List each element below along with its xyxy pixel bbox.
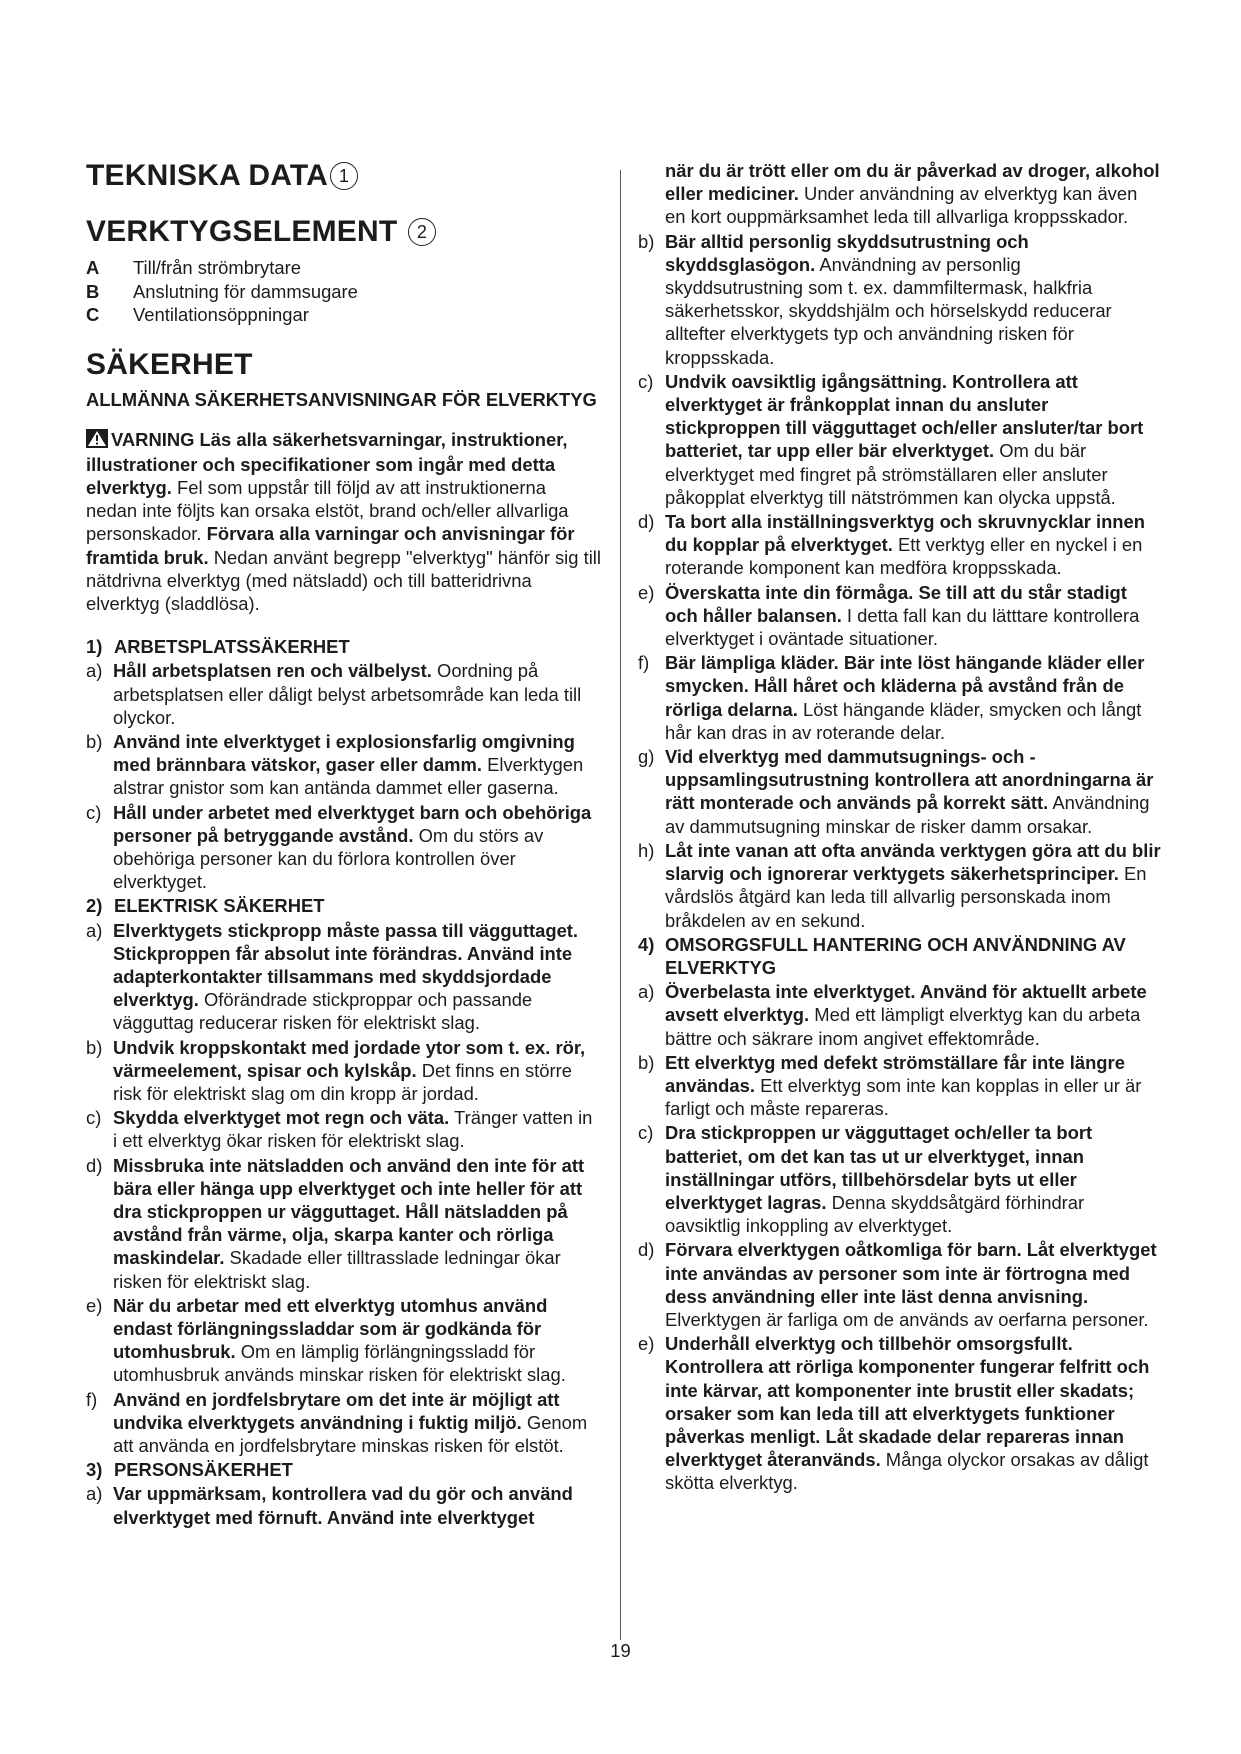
list-item — [638, 980, 1161, 1050]
list-item-continued — [638, 159, 1161, 229]
part-item — [86, 256, 601, 280]
item-bold: Underhåll elverktyg och tillbehör omsorgsfullt. Kontrollera att rörliga komponenter fungerar felfritt och inte kärvar, att komponenter inte brustit eller skadats; orsaker som kan leda till att elverktygets funktioner påverkas menligt. Låt skadade delar repareras innan elverktyget återanvänds. — [665, 1333, 1150, 1471]
item-text: Elverktygen alstrar gnistor som kan antända dammet eller gaserna. — [113, 754, 584, 799]
list-item — [86, 1036, 601, 1106]
item-letter: b) — [86, 1036, 103, 1058]
item-text: Oordning på arbetsplatsen eller dåligt belyst arbetsområde kan leda till olyckor. — [113, 660, 582, 728]
item-letter: b) — [638, 230, 655, 252]
part-label: Till/från strömbrytare — [133, 257, 301, 278]
item-bold: Undvik kroppskontakt med jordade ytor som t. ex. rör, värmeelement, spisar och kylskåp. — [113, 1036, 586, 1081]
warning-bold-text: VARNING Läs alla säkerhetsvarningar, instruktioner, illustrationer och specifikationer som ingår med detta elverktyg. — [86, 428, 568, 498]
item-text: Löst hängande kläder, smycken och långt hår kan dras in av roterande delar. — [665, 698, 1142, 743]
list-item — [86, 801, 601, 894]
right-column — [638, 158, 1161, 1496]
warning-paragraph — [86, 428, 601, 616]
section-title: ARBETSPLATSSÄKERHET — [114, 636, 350, 658]
item-letter: e) — [638, 581, 655, 603]
section-number: 4) — [638, 933, 655, 955]
item-bold: Bär alltid personlig skyddsutrustning och skyddsglasögon. — [665, 230, 1029, 275]
item-bold: Håll arbetsplatsen ren och välbelyst. — [113, 660, 432, 682]
item-letter: a) — [638, 981, 655, 1003]
left-column — [86, 158, 601, 1530]
item-letter: c) — [638, 1122, 654, 1144]
list-item — [86, 1154, 601, 1293]
list-item — [638, 230, 1161, 369]
item-letter: b) — [638, 1051, 655, 1073]
warning-text: Nedan använt begrepp "elverktyg" hänför sig till nätdrivna elverktyg (med nätsladd) och till batteridrivna elverktyg (sladdlösa). — [86, 546, 601, 614]
item-bold: Håll under arbetet med elverktyget barn och obehöriga personer på betryggande avstånd. — [113, 801, 592, 846]
item-bold: Dra stickproppen ur vägguttaget och/eller ta bort batteriet, om det kan tas ut ur elverktyget, innan inställningar utförs, tillbehörsdelar byts ut eller elverktyget lagras. — [665, 1122, 1093, 1213]
tech-data-heading — [86, 158, 601, 194]
item-text: Om du bär elverktyget med fingret på strömställaren eller ansluter påkopplat elverktyg till nätströmmen kan olycka uppstå. — [665, 440, 1116, 508]
item-text: Det finns en större risk för elektriskt slag om din kropp är jordad. — [113, 1059, 572, 1104]
page-number: 19 — [610, 1640, 631, 1661]
item-letter: d) — [86, 1154, 103, 1176]
item-text: Tränger vatten in i ett elverktyg ökar risken för elektriskt slag. — [113, 1107, 593, 1152]
item-bold: Överskatta inte din förmåga. Se till att du står stadigt och håller balansen. — [665, 581, 1127, 626]
item-text: Skadade eller tilltrasslade ledningar ökar risken för elektriskt slag. — [113, 1247, 561, 1292]
column-divider — [620, 170, 621, 1640]
item-letter: a) — [86, 660, 103, 682]
item-bold: Elverktygets stickpropp måste passa till vägguttaget. Stickproppen får absolut inte förändras. Använd inte adapterkontakter tillsammans med skyddsjordade elverktyg. — [113, 919, 579, 1011]
item-text: I detta fall kan du lätttare kontrollera elverktyget i oväntade situationer. — [665, 604, 1140, 650]
item-bold: Var uppmärksam, kontrollera vad du gör och använd elverktyget med förnuft. Använd inte elverktyget — [113, 1483, 573, 1528]
part-label: Anslutning för dammsugare — [133, 280, 358, 302]
tool-elements-heading — [86, 214, 601, 250]
item-bold: när du är trött eller om du är påverkad av droger, alkohol eller mediciner. — [665, 160, 1160, 205]
item-bold: Använd en jordfelsbrytare om det inte är möjligt att undvika elverktygets användning i fuktig miljö. — [113, 1388, 560, 1433]
list-item — [86, 1388, 601, 1458]
section-heading — [86, 1458, 601, 1481]
item-letter: c) — [86, 801, 102, 823]
safety-heading: SÄKERHET — [86, 347, 253, 381]
list-item — [638, 839, 1161, 932]
list-item — [638, 1121, 1161, 1237]
item-text: Många olyckor orsakas av dåligt skötta elverktyg. — [665, 1449, 1149, 1494]
item-letter: g) — [638, 746, 655, 768]
tech-data-title: TEKNISKA DATA — [86, 159, 329, 192]
warning-triangle-icon — [86, 429, 108, 453]
list-item — [638, 370, 1161, 509]
item-letter: b) — [86, 730, 103, 752]
list-item — [638, 745, 1161, 838]
section-title: PERSONSÄKERHET — [114, 1459, 293, 1481]
list-item — [86, 730, 601, 800]
item-text: Ett elverktyg som inte kan kopplas in eller ur är farligt och måste repareras. — [665, 1074, 1142, 1120]
list-item — [638, 581, 1161, 651]
item-letter: c) — [638, 370, 654, 392]
tool-elements-title: VERKTYGSELEMENT — [86, 215, 398, 248]
item-letter: e) — [86, 1294, 103, 1316]
section-number: 1) — [86, 636, 103, 658]
item-letter: a) — [86, 919, 103, 941]
warning-text: Fel som uppstår till följd av att instruktionerna nedan inte följts kan orsaka elstöt, brand och/eller allvarliga personskador. — [86, 476, 569, 545]
list-item — [638, 510, 1161, 580]
item-text: Användning av personlig skyddsutrustning som t. ex. dammfiltermask, halkfria säkerhetsskor, skyddshjälm och hörselskydd reducerar alltefter elverktygets typ och användning risken för kroppsskada. — [665, 253, 1112, 368]
item-bold: Missbruka inte nätsladden och använd den inte för att bära eller hänga upp elverktyget och inte heller för att dra stickproppen ur vägguttaget. Håll nätsladden på avstånd från värme, olja, skarpa kanter och rörliga maskindelar. — [113, 1154, 585, 1269]
item-text: Ett verktyg eller en nyckel i en roterande komponent kan medföra kroppsskada. — [665, 534, 1143, 579]
item-bold: Överbelasta inte elverktyget. Använd för aktuellt arbete avsett elverktyg. — [665, 981, 1147, 1026]
list-item — [638, 1051, 1161, 1121]
part-key: A — [86, 257, 100, 278]
section-heading — [86, 635, 601, 658]
item-bold: Vid elverktyg med dammutsugnings- och -uppsamlingsutrustning kontrollera att anordningarna är rätt monterade och används på korrekt sätt. — [665, 746, 1154, 814]
item-letter: d) — [638, 511, 655, 533]
list-item — [638, 1332, 1161, 1494]
item-bold: Använd inte elverktyget i explosionsfarlig omgivning med brännbara vätskor, gaser eller damm. — [113, 730, 575, 776]
part-label: Ventilationsöppningar — [133, 304, 309, 325]
item-letter: f) — [638, 652, 650, 674]
item-letter: c) — [86, 1107, 102, 1129]
item-text: Oförändrade stickproppar och passande vägguttag reducerar risken för elektriskt slag. — [113, 989, 533, 1034]
item-text: Med ett lämpligt elverktyg kan du arbeta bättre och säkrare inom angivet effektområde. — [665, 1004, 1141, 1049]
item-letter: h) — [638, 839, 655, 861]
section-heading — [638, 933, 1161, 979]
item-text: Om du störs av obehöriga personer kan du förlora kontrollen över elverktyget. — [113, 824, 544, 893]
item-bold: Förvara elverktygen oåtkomliga för barn. Låt elverktyget inte användas av personer som inte är förtrogna med dess användning eller inte läst denna anvisning. — [665, 1239, 1157, 1307]
list-item — [86, 1294, 601, 1387]
item-letter: f) — [86, 1388, 98, 1410]
part-key: C — [86, 304, 100, 325]
section-title: OMSORGSFULL HANTERING OCH ANVÄNDNING AV ELVERKTYG — [665, 933, 1126, 978]
item-text: Genom att använda en jordfelsbrytare minskas risken för elstöt. — [113, 1411, 588, 1457]
item-bold: Undvik oavsiktlig igångsättning. Kontrollera att elverktyget är frånkopplat innan du ansluter stickproppen till vägguttaget och/eller ansluter/tar bort batteriet, tar upp eller bär elverktyget. — [665, 370, 1144, 462]
section-number: 3) — [86, 1459, 103, 1481]
item-bold: När du arbetar med ett elverktyg utomhus använd endast förlängningssladdar som är godkända för utomhusbruk. — [113, 1294, 548, 1363]
warning-bold-text: Förvara alla varningar och anvisningar för framtida bruk. — [86, 523, 575, 568]
parts-list — [86, 256, 601, 327]
item-letter: a) — [86, 1483, 103, 1505]
item-letter: d) — [638, 1239, 655, 1261]
item-text: En vårdslös åtgärd kan leda till allvarlig personskada inom bråkdelen av en sekund. — [665, 863, 1147, 931]
section-title: ELEKTRISK SÄKERHET — [114, 895, 325, 917]
part-key: B — [86, 280, 100, 302]
list-item — [86, 1106, 601, 1152]
item-bold: Skydda elverktyget mot regn och väta. — [113, 1107, 450, 1129]
item-bold: Ta bort alla inställningsverktyg och skruvnycklar innen du kopplar på elverktyget. — [665, 511, 1146, 556]
list-item — [638, 651, 1161, 744]
item-bold: Ett elverktyg med defekt strömställare får inte längre användas. — [665, 1051, 1125, 1096]
item-text: Elverktygen är farliga om de används av oerfarna personer. — [665, 1308, 1149, 1330]
general-safety-subheading: ALLMÄNNA SÄKERHETSANVISNINGAR FÖR ELVERKTYG — [86, 388, 597, 410]
part-item — [86, 280, 601, 304]
item-text: Om en lämplig förlängningssladd för utomhusbruk används minskar risken för elektriskt slag. — [113, 1341, 566, 1386]
item-bold: Bär lämpliga kläder. Bär inte löst hängande kläder eller smycken. Håll håret och kläderna på avstånd från de rörliga delarna. — [665, 652, 1145, 720]
item-letter: e) — [638, 1333, 655, 1355]
figure-ref-2: 2 — [408, 218, 436, 246]
list-item — [638, 1238, 1161, 1331]
figure-ref-1: 1 — [330, 162, 358, 190]
section-heading — [86, 894, 601, 917]
list-item — [86, 1482, 601, 1528]
section-number: 2) — [86, 895, 103, 917]
item-text: Användning av dammutsugning minskar de risker damm orsakar. — [665, 792, 1150, 837]
list-item — [86, 659, 601, 729]
item-text: Denna skyddsåtgärd förhindrar oavsiktlig inkoppling av elverktyget. — [665, 1191, 1085, 1237]
list-item — [86, 919, 601, 1035]
item-text: Under användning av elverktyg kan även en kort ouppmärksamhet leda till allvarliga kroppsskador. — [665, 183, 1138, 228]
item-bold: Låt inte vanan att ofta använda verktygen göra att du blir slarvig och ignorerar verktygets säkerhetsprinciper. — [665, 839, 1161, 885]
part-item — [86, 303, 601, 327]
